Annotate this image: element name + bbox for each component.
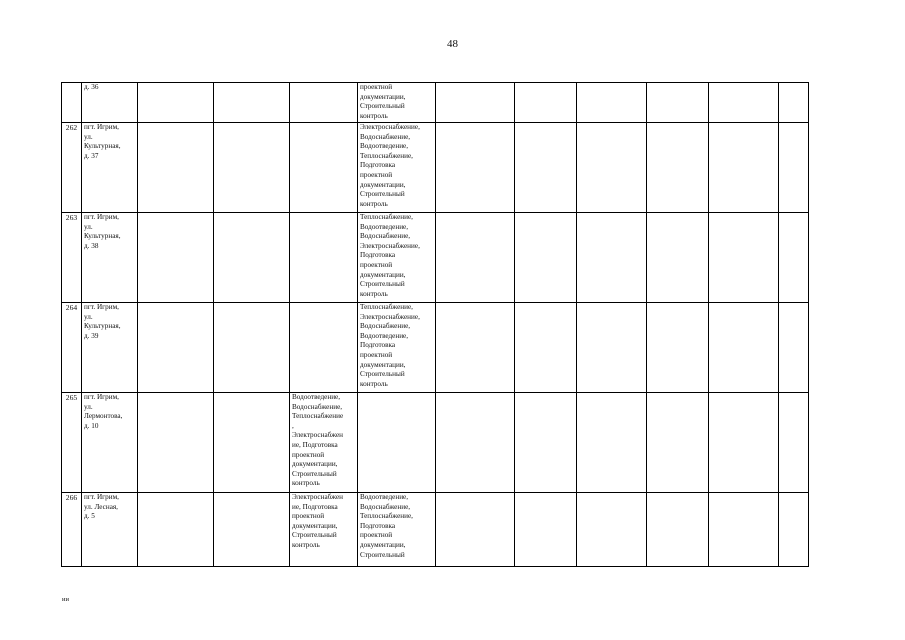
work-type-line: ие, Подготовка: [292, 440, 338, 449]
work-type-line: Электроснабжен: [292, 431, 344, 440]
work-type-line: проектной: [360, 350, 393, 359]
row-number-cell: [62, 123, 82, 213]
work-type-line: Электроснабжение,: [360, 241, 420, 250]
work-type-line: проектной: [360, 83, 393, 91]
address-cell: [82, 123, 138, 213]
work-type-line: контроль: [360, 199, 388, 208]
address-cell: [82, 83, 138, 123]
work-type-line: проектной: [360, 170, 393, 179]
work-type-line: Строительный: [360, 370, 405, 379]
work-type-line: контроль: [292, 479, 320, 488]
empty-cell: [709, 213, 779, 303]
address-line: ул. Лесная,: [84, 502, 118, 511]
empty-cell: [577, 83, 647, 123]
work-type-line: Теплоснабжение,: [360, 512, 413, 521]
footer-mark: ии: [62, 596, 69, 603]
empty-cell: [647, 213, 709, 303]
empty-cell: [138, 213, 214, 303]
empty-cell: [709, 303, 779, 393]
work-type-line: контроль: [360, 289, 388, 298]
empty-cell: [779, 393, 809, 493]
work-type-line: Электроснабжение,: [360, 123, 420, 131]
address-line: пгт. Игрим,: [84, 393, 119, 401]
work-type-line: Подготовка: [360, 341, 396, 350]
address-line: д. 36: [84, 83, 99, 91]
work-type-line: Водоснабжение,: [360, 132, 411, 141]
row-number: 265: [65, 393, 78, 402]
empty-cell: [577, 213, 647, 303]
empty-cell: [779, 213, 809, 303]
work-type-line: документации,: [360, 92, 406, 101]
work-type-line: Теплоснабжение: [292, 412, 344, 421]
row-number-cell: [62, 493, 82, 567]
work-types-cell: [358, 83, 436, 123]
empty-cell: [515, 123, 577, 213]
empty-cell: [214, 393, 290, 493]
empty-cell: [138, 493, 214, 567]
table-row: [62, 123, 809, 213]
empty-cell: [709, 493, 779, 567]
address-line: д. 39: [84, 331, 99, 340]
empty-cell: [577, 393, 647, 493]
empty-cell: [214, 83, 290, 123]
work-types-cell: [290, 123, 358, 213]
address-line: ул.: [84, 222, 93, 231]
empty-cell: [214, 493, 290, 567]
address-line: Культурная,: [84, 142, 121, 151]
empty-cell: [214, 303, 290, 393]
work-type-line: проектной: [292, 450, 325, 459]
address-line: Лермонтова,: [84, 412, 123, 421]
empty-cell: [214, 123, 290, 213]
work-types-cell: [358, 493, 436, 567]
empty-cell: [138, 393, 214, 493]
row-number-cell: [62, 303, 82, 393]
address-line: Культурная,: [84, 322, 121, 331]
work-type-line: Электроснабжение,: [360, 312, 420, 321]
empty-cell: [647, 83, 709, 123]
page-number: 48: [447, 38, 458, 50]
empty-cell: [779, 493, 809, 567]
work-type-line: проектной: [292, 512, 325, 521]
empty-cell: [138, 303, 214, 393]
empty-cell: [779, 303, 809, 393]
address-cell: [82, 213, 138, 303]
empty-cell: [647, 123, 709, 213]
address-line: пгт. Игрим,: [84, 123, 119, 131]
empty-cell: [436, 303, 515, 393]
work-type-line: документации,: [292, 521, 338, 530]
work-type-line: контроль: [360, 111, 388, 120]
work-type-line: Строительный: [292, 469, 337, 478]
work-type-line: Водоотведение,: [360, 331, 409, 340]
work-type-line: Строительный: [360, 550, 405, 559]
row-number: 262: [65, 123, 78, 132]
work-types-cell: [358, 393, 436, 493]
empty-cell: [515, 83, 577, 123]
work-type-line: Водоснабжение,: [360, 502, 411, 511]
empty-cell: [647, 393, 709, 493]
empty-cell: [709, 393, 779, 493]
work-type-line: Водоснабжение,: [360, 232, 411, 241]
address-line: д. 37: [84, 151, 99, 160]
work-type-line: Водоотведение,: [360, 493, 409, 501]
address-line: ул.: [84, 312, 93, 321]
work-type-line: Теплоснабжение,: [360, 303, 413, 311]
address-line: д. 5: [84, 512, 95, 521]
address-line: д. 38: [84, 241, 99, 250]
row-number: 264: [65, 303, 78, 312]
work-types-cell: [358, 213, 436, 303]
row-number: 263: [65, 213, 78, 222]
table-row: [62, 83, 809, 123]
row-number-cell: [62, 393, 82, 493]
address-line: пгт. Игрим,: [84, 213, 119, 221]
empty-cell: [779, 83, 809, 123]
work-type-line: контроль: [292, 540, 320, 549]
work-type-line: Строительный: [292, 531, 337, 540]
empty-cell: [436, 83, 515, 123]
empty-cell: [577, 303, 647, 393]
empty-cell: [436, 393, 515, 493]
table-row: [62, 393, 809, 493]
work-types-cell: [358, 123, 436, 213]
empty-cell: [647, 493, 709, 567]
empty-cell: [709, 83, 779, 123]
work-type-line: проектной: [360, 260, 393, 269]
row-number: 266: [65, 493, 78, 502]
empty-cell: [515, 393, 577, 493]
work-type-line: документации,: [360, 270, 406, 279]
work-type-line: Подготовка: [360, 251, 396, 260]
work-type-line: Строительный: [360, 190, 405, 199]
work-type-line: Водоотведение,: [292, 393, 341, 401]
work-type-line: документации,: [360, 540, 406, 549]
work-type-line: Теплоснабжение,: [360, 213, 413, 221]
table-row: [62, 303, 809, 393]
work-type-line: проектной: [360, 531, 393, 540]
work-type-line: Строительный: [360, 102, 405, 111]
empty-cell: [779, 123, 809, 213]
empty-cell: [709, 123, 779, 213]
work-type-line: Теплоснабжение,: [360, 151, 413, 160]
work-type-line: ие, Подготовка: [292, 502, 338, 511]
work-types-cell: [358, 303, 436, 393]
work-type-line: документации,: [360, 180, 406, 189]
work-type-line: документации,: [292, 460, 338, 469]
empty-cell: [577, 493, 647, 567]
empty-cell: [436, 123, 515, 213]
work-type-line: Подготовка: [360, 521, 396, 530]
empty-cell: [647, 303, 709, 393]
work-types-cell: [290, 303, 358, 393]
empty-cell: [436, 213, 515, 303]
work-type-line: Водоотведение,: [360, 142, 409, 151]
row-number-cell: [62, 83, 82, 123]
empty-cell: [138, 123, 214, 213]
empty-cell: [577, 123, 647, 213]
work-types-cell: [290, 213, 358, 303]
work-types-cell: [290, 493, 358, 567]
table-row: [62, 213, 809, 303]
address-cell: [82, 303, 138, 393]
address-cell: [82, 393, 138, 493]
work-type-line: документации,: [360, 360, 406, 369]
work-types-cell: [290, 393, 358, 493]
work-type-line: Водоотведение,: [360, 222, 409, 231]
work-type-line: ,: [292, 421, 294, 430]
empty-cell: [138, 83, 214, 123]
work-type-line: контроль: [360, 379, 388, 388]
work-type-line: Подготовка: [360, 161, 396, 170]
address-line: пгт. Игрим,: [84, 303, 119, 311]
row-number-cell: [62, 213, 82, 303]
empty-cell: [515, 493, 577, 567]
work-type-line: Строительный: [360, 280, 405, 289]
empty-cell: [214, 213, 290, 303]
works-table: [61, 82, 809, 567]
address-line: д. 10: [84, 421, 99, 430]
work-type-line: Электроснабжен: [292, 493, 344, 501]
address-line: ул.: [84, 132, 93, 141]
table-row: [62, 493, 809, 567]
empty-cell: [515, 213, 577, 303]
address-line: пгт. Игрим,: [84, 493, 119, 501]
work-types-cell: [290, 83, 358, 123]
empty-cell: [515, 303, 577, 393]
work-type-line: Водоснабжение,: [360, 322, 411, 331]
work-type-line: Водоснабжение,: [292, 402, 343, 411]
address-cell: [82, 493, 138, 567]
empty-cell: [436, 493, 515, 567]
address-line: Культурная,: [84, 232, 121, 241]
address-line: ул.: [84, 402, 93, 411]
